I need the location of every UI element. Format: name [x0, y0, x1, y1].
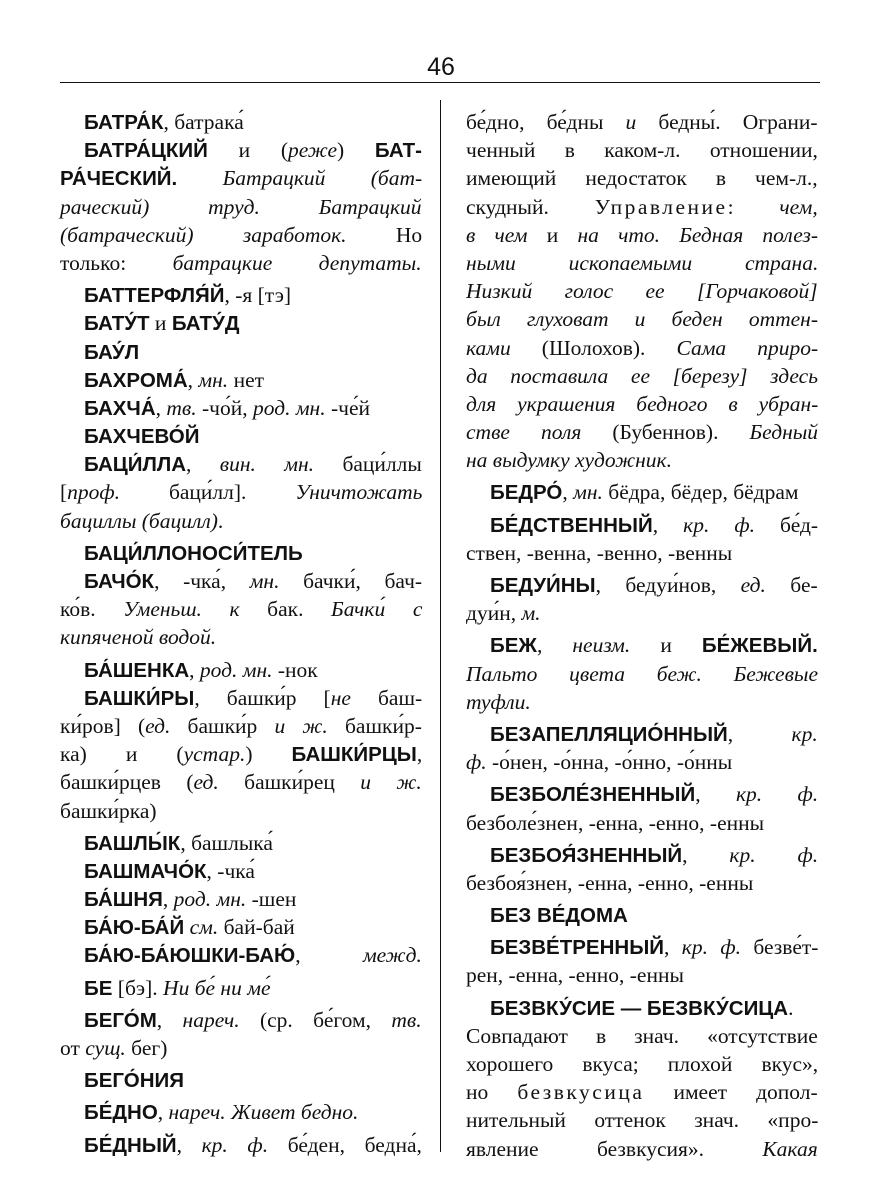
- header-rule: [60, 82, 820, 83]
- italic-text: Ни бе́ ни ме́: [163, 975, 271, 1000]
- right-column-line: [466, 305, 818, 333]
- left-column-line: [60, 108, 422, 136]
- text-run: ,: [682, 842, 730, 867]
- headword: БАХЧЕВО́Й: [84, 425, 200, 449]
- text-run: Совпадают в знач. «отсутствие: [466, 1023, 818, 1048]
- italic-text: м.: [521, 601, 541, 626]
- italic-text: Уменьш.: [123, 597, 202, 622]
- right-column-line: [466, 136, 818, 164]
- right-column-line: [466, 164, 818, 192]
- text-run: ,: [189, 657, 200, 682]
- text-run: [: [60, 480, 68, 505]
- text-run: дуи́н,: [466, 601, 522, 626]
- italic-text: род. мн.: [252, 395, 326, 420]
- right-column-line: [466, 446, 818, 474]
- left-column-line: [60, 684, 422, 712]
- headword: БЕ́ДНО: [84, 1101, 158, 1125]
- text-run: , -я [тэ]: [224, 283, 292, 308]
- text-run: ,: [155, 395, 167, 420]
- left-column-line: [60, 1098, 422, 1126]
- text-run: , бедуи́нов,: [595, 573, 741, 597]
- left-column-line: [60, 1066, 422, 1094]
- italic-text: нареч.: [182, 1007, 240, 1032]
- right-column-line: [466, 809, 818, 837]
- headword: БАТТЕРФЛЯ́Й: [84, 284, 225, 308]
- left-column-line: [60, 712, 422, 740]
- text-run: имеет допол-: [644, 1080, 818, 1105]
- text-run: баци́лл].: [120, 480, 296, 505]
- headword: БЕДУИ́НЫ: [490, 574, 596, 597]
- headword: БАЧО́К: [84, 570, 155, 593]
- headword: БА́Ю-БА́Й: [84, 916, 185, 940]
- text-run: имеющий недостаток в чем-л.,: [466, 166, 818, 191]
- italic-text: стве поля: [466, 420, 582, 445]
- italic-text: Бачки́ с: [331, 597, 423, 622]
- right-column-line: [466, 780, 818, 808]
- italic-text: на выдумку художник.: [466, 448, 672, 473]
- left-column-line: [60, 623, 422, 651]
- text-run: ,: [162, 887, 174, 912]
- left-column-line: [60, 768, 422, 796]
- text-run: -нок: [272, 657, 318, 682]
- text-run: только:: [60, 250, 173, 275]
- text-run: но: [466, 1080, 518, 1105]
- left-column-line: [60, 740, 422, 768]
- text-run: бачки́, бач-: [279, 569, 423, 593]
- headword: РА́ЧЕСКИЙ.: [60, 167, 178, 191]
- italic-text: кр. ф.: [683, 512, 756, 537]
- text-run: ка) и (: [60, 742, 184, 767]
- headword: БАШКИ́РЫ: [84, 686, 195, 710]
- text-run: (ср. бе́гом,: [239, 1007, 392, 1032]
- text-run: , -чка́: [206, 858, 255, 883]
- headword: БЕЗАПЕЛЛЯЦИО́ННЫЙ: [490, 722, 728, 746]
- text-run: :: [727, 194, 780, 219]
- right-column-line: [466, 688, 818, 716]
- left-column-line: [60, 567, 422, 595]
- italic-text: Низкий голос ее [Горчаковой]: [466, 279, 818, 304]
- right-column-line: [466, 901, 818, 929]
- left-column: [60, 108, 422, 1159]
- italic-text: кр.: [791, 721, 818, 746]
- text-run: и: [149, 311, 172, 336]
- italic-text: род. мн.: [173, 887, 247, 912]
- italic-text: Бедный: [749, 420, 819, 445]
- left-column-line: [60, 656, 422, 684]
- text-run: бак.: [239, 597, 332, 622]
- headword: БЕ́ДСТВЕННЫЙ: [490, 513, 653, 537]
- text-run: и: [630, 633, 702, 658]
- headword: БАШКИ́РЦЫ: [291, 743, 417, 767]
- left-column-line: [60, 193, 422, 221]
- text-run: башки́рец: [218, 770, 361, 795]
- text-run: ,: [562, 480, 574, 505]
- left-column-line: [60, 974, 422, 1002]
- italic-text: батрацкие депутаты.: [172, 250, 422, 275]
- text-run: башки́р-: [327, 713, 422, 738]
- headword: БАТУ́Д: [171, 312, 240, 336]
- left-column-line: [60, 857, 422, 885]
- left-column-line: [60, 941, 422, 969]
- text-run: .: [788, 995, 794, 1020]
- text-run: ,: [295, 943, 363, 968]
- text-run: -шен: [246, 887, 297, 912]
- text-run: , башлыка́: [180, 830, 273, 855]
- text-run: безбоя́знен, -енна, -енно, -енны: [466, 870, 754, 895]
- headword: БАШМАЧО́К: [84, 859, 207, 883]
- text-run: ,: [727, 721, 792, 746]
- italic-text: да поставила ее [березу] здесь: [466, 363, 818, 388]
- italic-text: ед.: [145, 713, 171, 738]
- headword: БАТРА́К: [84, 111, 164, 134]
- italic-text: межд.: [362, 943, 422, 968]
- headword: БЕЗБОЯ́ЗНЕННЫЙ: [490, 843, 683, 867]
- spaced-text: безвкусица: [517, 1080, 645, 1105]
- right-column-line: [466, 193, 818, 221]
- headword: БЕЗ ВЕ́ДОМА: [490, 904, 628, 928]
- right-column-line: [466, 539, 818, 567]
- italic-text: и ж.: [360, 770, 422, 795]
- text-run: бе́д-: [755, 512, 819, 537]
- text-run: Но: [346, 222, 423, 247]
- italic-text: кр. ф.: [201, 1132, 269, 1157]
- right-column-line: [466, 660, 818, 688]
- headword: БЕЗБОЛЕ́ЗНЕННЫЙ: [490, 783, 696, 807]
- text-run: бёдра, бёдер, бёдрам: [602, 480, 799, 505]
- italic-text: Сама приро-: [676, 335, 819, 360]
- headword: БЕЗВКУ́СИЕ — БЕЗВКУ́СИЦА: [490, 996, 789, 1020]
- left-column-line: [60, 913, 422, 941]
- italic-text: Пальто цвета беж. Бежевые: [466, 661, 819, 686]
- italic-text: Уничтожать: [295, 480, 423, 505]
- left-column-line: [60, 595, 422, 623]
- text-run: [бэ].: [112, 975, 164, 1000]
- headword: БЕГО́НИЯ: [84, 1069, 184, 1093]
- text-run: баци́ллы: [314, 452, 422, 477]
- page-number: 46: [427, 53, 455, 81]
- italic-text: в чем: [466, 222, 528, 247]
- right-column: [466, 108, 818, 1163]
- italic-text: ед.: [193, 770, 219, 795]
- column-divider: [440, 100, 441, 1152]
- right-column-line: [466, 933, 818, 961]
- text-run: ): [245, 742, 292, 767]
- text-run: бе́дно, бе́дны: [466, 110, 626, 134]
- headword: БАХРОМА́: [84, 368, 188, 392]
- text-run: -че́й: [325, 395, 370, 420]
- headword: БАШЛЫ́К: [84, 831, 181, 855]
- text-run: [202, 597, 230, 621]
- headword: БАЦИ́ЛЛА: [84, 453, 187, 477]
- text-run: ,: [157, 1100, 169, 1125]
- text-run: .: [217, 508, 224, 533]
- left-column-line: [60, 249, 422, 277]
- right-column-line: [466, 511, 818, 539]
- left-column-line: [60, 394, 422, 422]
- text-run: ,: [664, 935, 682, 960]
- left-column-line: [60, 885, 422, 913]
- italic-text: ф.: [466, 750, 487, 775]
- text-run: от: [60, 1036, 86, 1060]
- italic-text: и: [625, 110, 637, 134]
- italic-text: к: [229, 597, 240, 622]
- italic-text: мн.: [198, 367, 229, 392]
- headword: БЕДРО́: [490, 481, 563, 505]
- text-run: баш-: [350, 685, 423, 710]
- italic-text: для украшения бедного в убран-: [466, 391, 819, 416]
- left-column-line: [60, 221, 422, 249]
- italic-text: был глуховат и беден оттен-: [466, 307, 819, 332]
- italic-text: реже: [288, 138, 338, 163]
- italic-text: см.: [189, 915, 219, 940]
- left-column-line: [60, 281, 422, 309]
- text-run: ,: [416, 742, 423, 767]
- italic-text: и ж.: [274, 713, 328, 738]
- text-run: [177, 166, 222, 190]
- left-column-line: [60, 136, 422, 164]
- italic-text: мн.: [573, 480, 603, 505]
- italic-text: кр. ф.: [729, 842, 819, 867]
- right-column-line: [466, 748, 818, 776]
- left-column-line: [60, 366, 422, 394]
- text-run: и (: [207, 138, 288, 163]
- headword: БАТРА́ЦКИЙ: [84, 139, 208, 163]
- italic-text: ед.: [740, 573, 766, 597]
- right-column-line: [466, 1050, 818, 1078]
- right-column-line: [466, 571, 818, 599]
- right-column-line: [466, 869, 818, 897]
- text-run: нительный оттенок знач. «про-: [466, 1108, 819, 1133]
- left-column-line: [60, 1034, 422, 1062]
- italic-text: Какая: [762, 1136, 818, 1161]
- right-column-line: [466, 1106, 818, 1134]
- italic-text: на что. Бедная полез-: [577, 222, 819, 247]
- text-run: башки́рка): [60, 798, 157, 823]
- left-column-line: [60, 338, 422, 366]
- left-column-line: [60, 450, 422, 478]
- right-column-line: [466, 599, 818, 627]
- italic-text: ными ископаемыми страна.: [466, 250, 819, 275]
- italic-text: туфли.: [466, 689, 531, 714]
- italic-text: не: [330, 685, 351, 710]
- left-column-line: [60, 797, 422, 825]
- text-run: бе́ден, бедна́,: [268, 1132, 422, 1157]
- italic-text: кр. ф.: [681, 935, 741, 960]
- text-run: ко́в.: [60, 597, 124, 622]
- text-run: (Шолохов).: [510, 335, 677, 360]
- italic-text: проф.: [67, 480, 121, 505]
- italic-text: бациллы (бацилл): [60, 508, 218, 533]
- italic-text: тв.: [166, 395, 197, 420]
- text-run: ,: [536, 633, 573, 658]
- text-run: бег): [125, 1036, 168, 1060]
- text-run: , -чка́,: [154, 569, 250, 593]
- text-run: безболе́знен, -енна, -енно, -енны: [466, 810, 765, 835]
- headword: БАУ́Л: [84, 340, 140, 364]
- headword: БАХЧА́: [84, 396, 156, 420]
- italic-text: сущ.: [85, 1036, 126, 1060]
- text-run: безве́т-: [740, 935, 819, 960]
- text-run: -чо́й,: [196, 395, 253, 420]
- italic-text: мн.: [249, 569, 280, 593]
- text-run: ченный в каком-л. отношении,: [466, 138, 818, 163]
- text-run: ки́ров] (: [60, 713, 146, 738]
- text-run: ,: [186, 452, 220, 477]
- headword: БЕЖ: [490, 634, 537, 658]
- italic-text: род. мн.: [199, 657, 273, 682]
- right-column-line: [466, 720, 818, 748]
- italic-text: неизм.: [572, 633, 631, 658]
- text-run: , батрака́: [163, 110, 244, 134]
- headword: БА́ШЕНКА: [84, 658, 190, 682]
- headword: БАТ-: [374, 139, 422, 163]
- italic-text: (батрачеcкий) заработок.: [60, 222, 347, 247]
- text-run: бедны́. Ограни-: [636, 110, 818, 134]
- text-run: ): [337, 138, 375, 163]
- text-run: бай-бай: [218, 915, 295, 940]
- headword: БЕ́ЖЕВЫЙ.: [701, 634, 818, 658]
- left-column-line: [60, 1006, 422, 1034]
- italic-text: нареч. Живет бедно.: [168, 1100, 359, 1125]
- italic-text: кипяченой водой.: [60, 625, 217, 650]
- text-run: и: [527, 222, 578, 247]
- italic-text: Батрацкий (бат-: [222, 166, 423, 191]
- right-column-line: [466, 108, 818, 136]
- text-run: башки́р: [170, 713, 275, 738]
- text-run: ,: [652, 512, 684, 537]
- right-column-line: [466, 631, 818, 659]
- right-column-line: [466, 390, 818, 418]
- text-run: явление безвкусия».: [466, 1136, 763, 1161]
- left-column-line: [60, 422, 422, 450]
- text-run: ,: [176, 1132, 202, 1157]
- text-run: скудный.: [466, 194, 595, 219]
- text-run: (Бубеннов).: [581, 420, 750, 445]
- headword: БЕ́ДНЫЙ: [84, 1133, 177, 1157]
- headword: БАТУ́Т: [84, 312, 150, 336]
- headword: БЕЗВЕ́ТРЕННЫЙ: [490, 936, 665, 960]
- left-column-line: [60, 164, 422, 192]
- right-column-line: [466, 1022, 818, 1050]
- italic-text: тв.: [391, 1007, 422, 1032]
- left-column-line: [60, 478, 422, 506]
- left-column-line: [60, 829, 422, 857]
- text-run: -о́нен, -о́нна, -о́нно, -о́нны: [486, 750, 733, 775]
- headword: БА́ШНЯ: [84, 888, 163, 912]
- spaced-text: Управление: [594, 194, 728, 219]
- text-run: , башки́р [: [194, 685, 331, 710]
- right-column-line: [466, 221, 818, 249]
- italic-text: рачеcкий) труд. Батрацкий: [60, 194, 422, 219]
- headword: БЕ: [84, 976, 113, 1000]
- right-column-line: [466, 249, 818, 277]
- right-column-line: [466, 841, 818, 869]
- text-run: рен, -енна, -енно, -енны: [466, 963, 684, 988]
- italic-text: вин. мн.: [219, 452, 315, 477]
- text-run: ,: [187, 367, 199, 392]
- italic-text: ками: [466, 335, 511, 360]
- headword: БАЦИ́ЛЛОНОСИ́ТЕЛЬ: [84, 541, 303, 565]
- right-column-line: [466, 334, 818, 362]
- right-column-line: [466, 362, 818, 390]
- text-run: башки́рцев (: [60, 770, 194, 795]
- italic-text: кр. ф.: [735, 782, 819, 807]
- left-column-line: [60, 539, 422, 567]
- right-column-line: [466, 1135, 818, 1163]
- right-column-line: [466, 1078, 818, 1106]
- text-run: нет: [228, 367, 265, 392]
- right-column-line: [466, 961, 818, 989]
- left-column-line: [60, 309, 422, 337]
- text-run: ,: [156, 1007, 183, 1032]
- text-run: хорошего вкуса; плохой вкус»,: [466, 1052, 819, 1076]
- text-run: ,: [695, 782, 736, 807]
- right-column-line: [466, 478, 818, 506]
- text-run: бе-: [765, 573, 818, 597]
- right-column-line: [466, 277, 818, 305]
- headword: БА́Ю-БА́ЮШКИ-БАЮ́: [84, 944, 296, 968]
- left-column-line: [60, 507, 422, 535]
- headword: БЕГО́М: [84, 1008, 157, 1032]
- text-run: ствен, -венна, -венно, -венны: [466, 540, 733, 565]
- italic-text: устар.: [183, 742, 246, 767]
- right-column-line: [466, 418, 818, 446]
- italic-text: чем,: [779, 194, 818, 219]
- right-column-line: [466, 994, 818, 1022]
- left-column-line: [60, 1131, 422, 1159]
